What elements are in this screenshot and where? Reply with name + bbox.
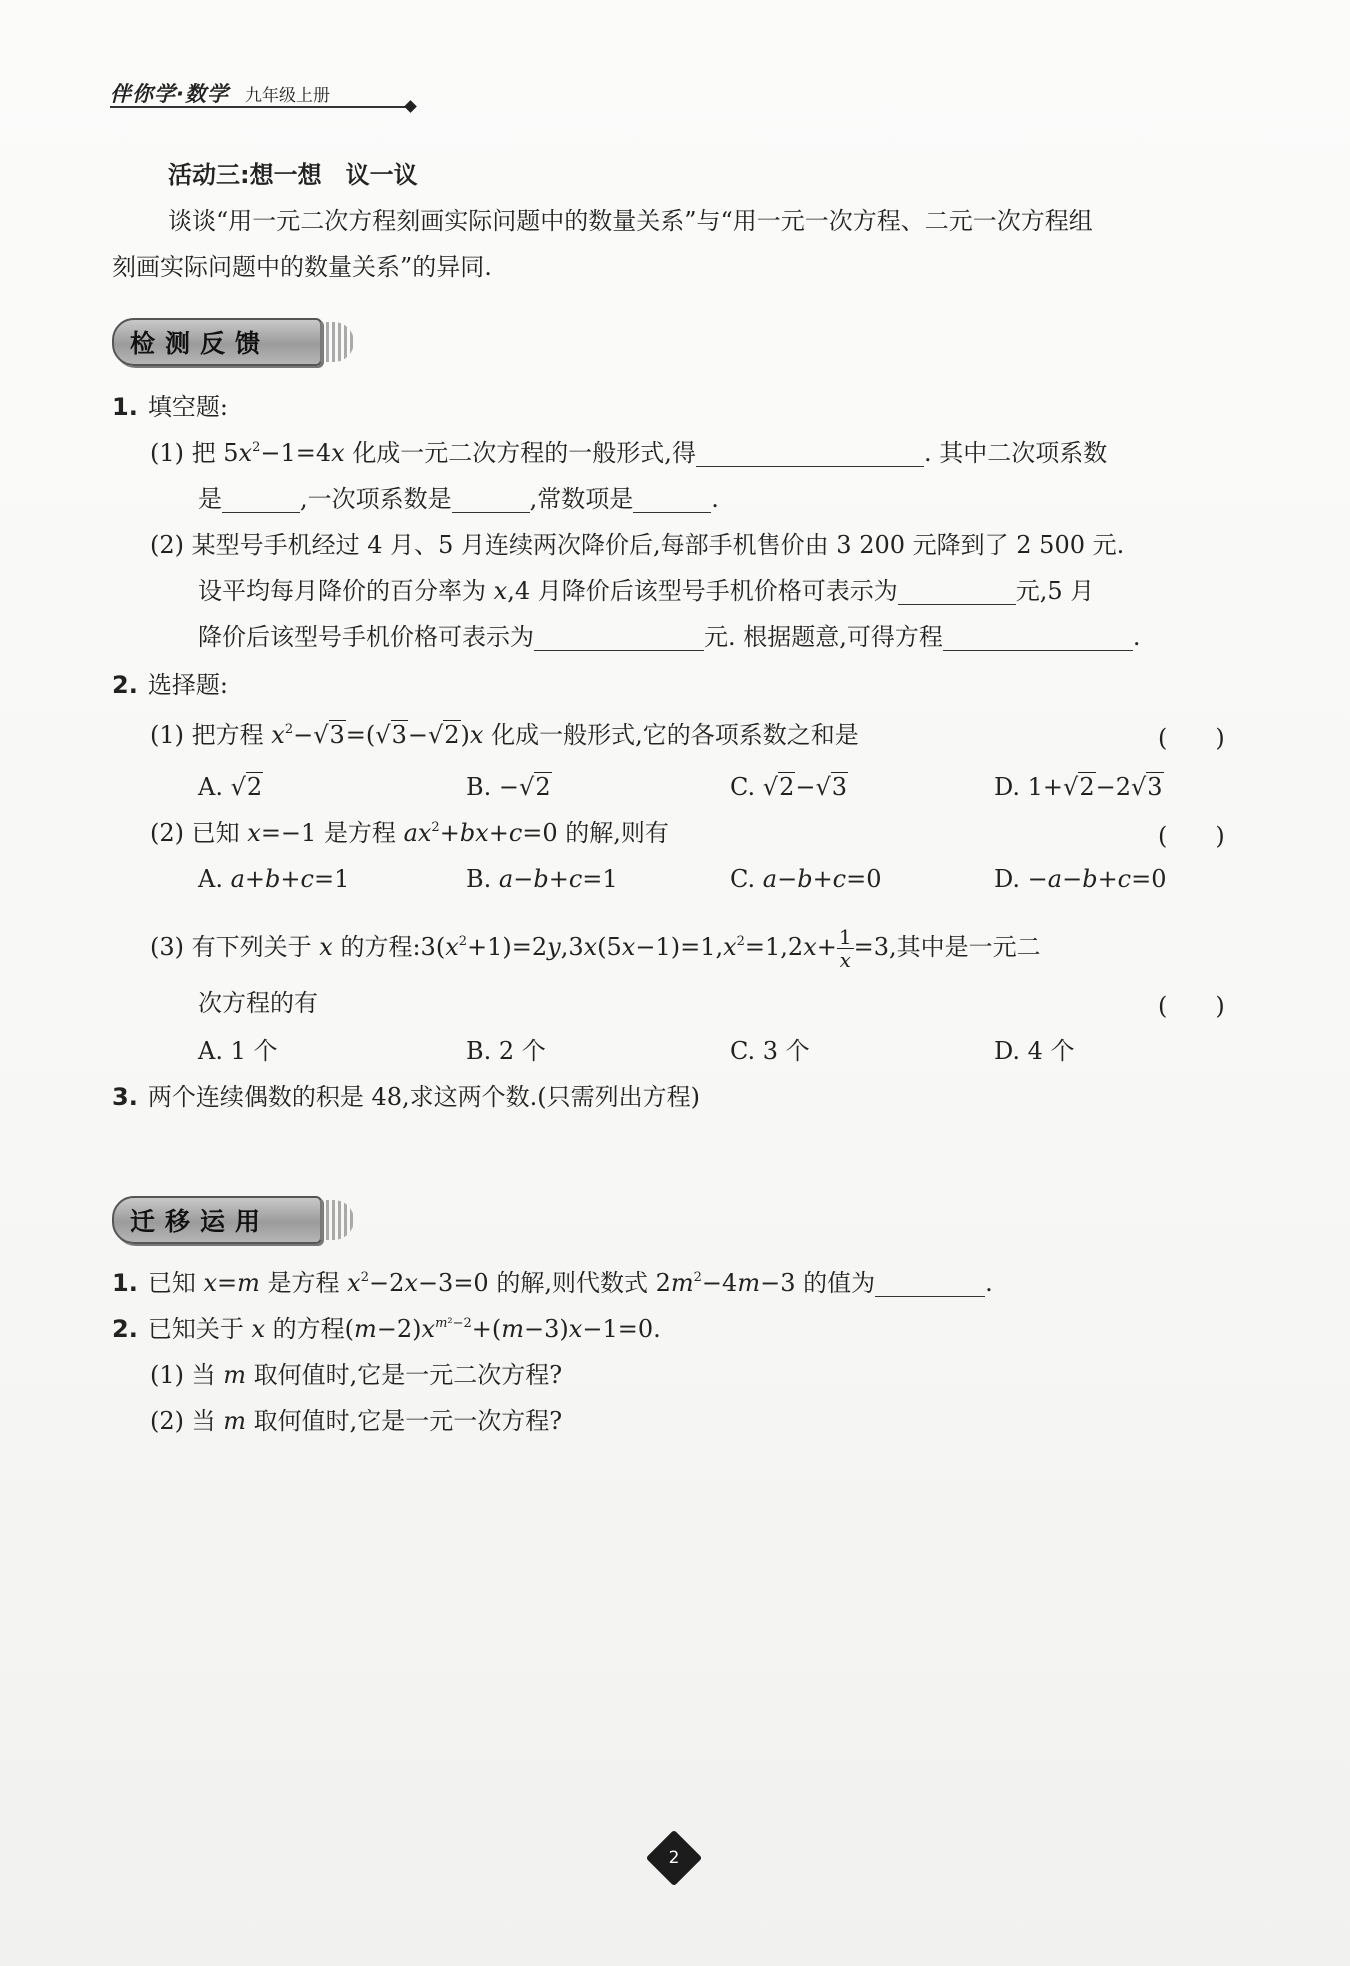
q2-s3-c: ,其中是一元二 <box>888 933 1041 961</box>
q2-part-2: (2) 已知 x=−1 是方程 $ax^2+bx+c=0$ 的解,则有 <box>150 819 669 847</box>
answer-blank[interactable] <box>633 484 711 513</box>
q1-p1-l2c: ,常数项是 <box>529 485 634 513</box>
question-1 <box>112 390 228 424</box>
answer-paren[interactable]: ( ) <box>1158 992 1225 1020</box>
banner-stripes <box>320 322 354 362</box>
t2-s1b: 取何值时,它是一元二次方程? <box>253 1361 563 1389</box>
option-d[interactable]: D. 4 个 <box>994 1037 1075 1065</box>
q2-part-1: (1) 把方程 $x^2-√3=(√3-√2)x$ 化成一般形式,它的各项系数之和是 <box>150 721 859 749</box>
t1-a: 已知 <box>147 1269 196 1297</box>
option-b[interactable]: B. 2 个 <box>466 1037 546 1065</box>
question-number: 1. <box>112 393 138 421</box>
question-title: 填空题: <box>147 393 228 421</box>
header-rule <box>110 106 410 108</box>
task-1: 1. 已知 x=m 是方程 $x^2-2x-3=0$ 的解,则代数式 $2m^2-4m-3$ 的值为 . <box>112 1269 993 1297</box>
option-a[interactable]: A. √2 <box>198 773 263 801</box>
activity-line-2: 刻画实际问题中的数量关系”的异同. <box>112 253 492 281</box>
option-d[interactable]: D. −a−b+c=0 <box>994 865 1167 893</box>
t2-s1: (1) 当 <box>150 1361 216 1389</box>
q1-p2-l2a: 设平均每月降价的百分率为 <box>198 577 486 605</box>
q2-s2-c: 的解,则有 <box>565 819 669 847</box>
q2-s1-b: 化成一般形式,它的各项系数之和是 <box>491 721 859 749</box>
option-b[interactable]: B. −√2 <box>466 773 551 801</box>
t2-b: 的方程 <box>272 1315 345 1343</box>
q2-part-3-line-2: 次方程的有 <box>198 989 318 1017</box>
answer-blank[interactable] <box>898 576 1016 605</box>
answer-paren[interactable]: ( ) <box>1158 724 1225 752</box>
banner-stripes <box>320 1200 354 1240</box>
question-number: 2. <box>112 1315 138 1343</box>
answer-blank[interactable] <box>696 438 924 467</box>
q1-p1-mid: 化成一元二次方程的一般形式,得 <box>352 439 696 467</box>
option-d[interactable]: D. 1+√2−2√3 <box>994 773 1163 801</box>
fraction: $\frac{1}{x}$ <box>838 925 852 972</box>
t1-c: 的解,则代数式 <box>496 1269 648 1297</box>
q2-part-3-line-1: (3) 有下列关于 x 的方程$:3(x^2+1)=2y,3x(5x-1)=1,x^2=1,2x+$ $\frac{1}{x}$ =3,其中是一元二 <box>150 925 1041 972</box>
option-a[interactable]: A. 1 个 <box>198 1037 278 1065</box>
task-2-part-1: (1) 当 m 取何值时,它是一元二次方程? <box>150 1361 563 1389</box>
t1-d: 的值为 <box>803 1269 876 1297</box>
section-banner-application <box>112 1196 322 1244</box>
q1-p2-l2b: ,4 月降价后该型号手机价格可表示为 <box>507 577 898 605</box>
answer-blank[interactable] <box>222 484 300 513</box>
answer-blank[interactable] <box>875 1268 985 1297</box>
question-2 <box>112 668 228 702</box>
question-3 <box>112 1080 700 1114</box>
section-title: 迁移运用 <box>130 1207 271 1236</box>
q1-p1-tail: . 其中二次项系数 <box>923 439 1108 467</box>
task-2-part-2: (2) 当 m 取何值时,它是一元一次方程? <box>150 1407 563 1435</box>
question-title: 选择题: <box>147 671 228 699</box>
q2-s2-b: 是方程 <box>323 819 396 847</box>
page-header <box>110 78 330 108</box>
q1-p1-l2b: ,一次项系数是 <box>300 485 452 513</box>
section-title: 检测反馈 <box>130 329 271 358</box>
question-text: 两个连续偶数的积是 48,求这两个数.(只需列出方程) <box>147 1083 700 1111</box>
question-number: 3. <box>112 1083 138 1111</box>
task-2: 2. 已知关于 x 的方程$(m-2)x^{m^2-2}+(m-3)x-1=0$. <box>112 1315 661 1343</box>
book-brand: 伴你学·数学 <box>110 82 229 106</box>
t1-b: 是方程 <box>267 1269 340 1297</box>
q2-s3-a: (3) 有下列关于 <box>150 933 312 961</box>
q1-p2-l3b: 元. 根据题意,可得方程 <box>704 623 943 651</box>
option-c[interactable]: C. a−b+c=0 <box>730 865 882 893</box>
section-banner-feedback <box>112 318 322 366</box>
activity-line-1: 谈谈“用一元二次方程刻画实际问题中的数量关系”与“用一元一次方程、二元一次方程组 <box>168 207 1093 235</box>
q1-part-1-line-1: (1) 把 $5x^2-1=4x$ 化成一元二次方程的一般形式,得 . 其中二次项系数 <box>150 439 1108 467</box>
q1-part-1-line-2: 是 ,一次项系数是 ,常数项是 . <box>198 485 719 513</box>
book-grade: 九年级上册 <box>244 86 330 106</box>
option-b[interactable]: B. a−b+c=1 <box>466 865 618 893</box>
answer-paren[interactable]: ( ) <box>1158 822 1225 850</box>
t2-s2: (2) 当 <box>150 1407 216 1435</box>
option-c[interactable]: C. 3 个 <box>730 1037 810 1065</box>
diamond-icon <box>404 100 417 113</box>
answer-blank[interactable] <box>534 622 704 651</box>
q1-p1-prefix: (1) 把 5 <box>150 439 239 467</box>
q1-p1-l2a: 是 <box>198 485 222 513</box>
answer-blank[interactable] <box>452 484 530 513</box>
q2-s3-b: 的方程: <box>340 933 421 961</box>
t2-s2b: 取何值时,它是一元一次方程? <box>253 1407 563 1435</box>
question-number: 2. <box>112 671 138 699</box>
q1-p2-l3a: 降价后该型号手机价格可表示为 <box>198 623 534 651</box>
q2-s2-a: (2) 已知 <box>150 819 240 847</box>
t2-a: 已知关于 <box>147 1315 244 1343</box>
page-number: 2 <box>668 1848 680 1868</box>
activity-title: 活动三:想一想 议一议 <box>168 161 418 189</box>
q1-part-2-line-2: 设平均每月降价的百分率为 x,4 月降价后该型号手机价格可表示为 元,5 月 <box>198 577 1095 605</box>
option-c[interactable]: C. √2−√3 <box>730 773 848 801</box>
answer-blank[interactable] <box>943 622 1133 651</box>
option-a[interactable]: A. a+b+c=1 <box>198 865 350 893</box>
q1-part-2-line-1: (2) 某型号手机经过 4 月、5 月连续两次降价后,每部手机售价由 3 200 元降到了 2 500 元. <box>150 531 1125 559</box>
q1-p2-l2c: 元,5 月 <box>1015 577 1095 605</box>
q1-part-2-line-3: 降价后该型号手机价格可表示为 元. 根据题意,可得方程 . <box>198 623 1141 651</box>
question-number: 1. <box>112 1269 138 1297</box>
q2-s1-a: (1) 把方程 <box>150 721 264 749</box>
